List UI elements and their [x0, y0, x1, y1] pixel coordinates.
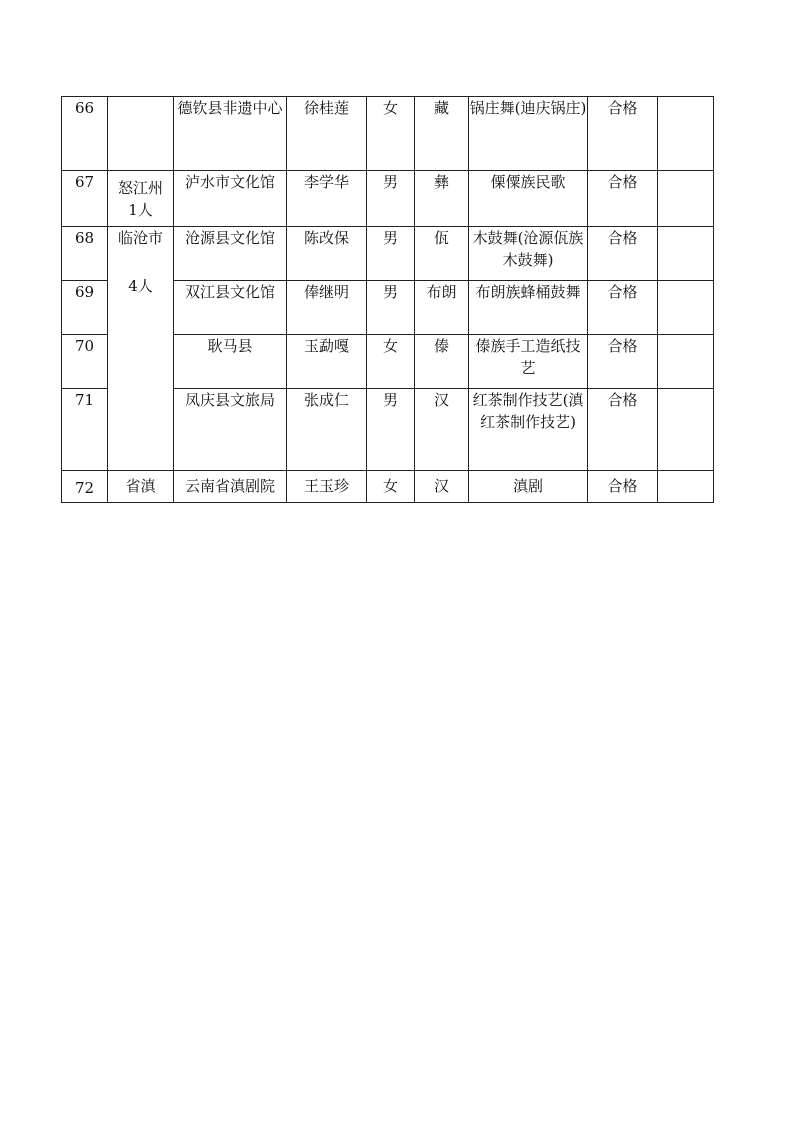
row-number: 66 — [62, 97, 108, 171]
result-cell: 合格 — [588, 471, 658, 503]
name-cell: 玉勐嘎 — [287, 335, 367, 389]
row-number: 68 — [62, 227, 108, 281]
table-row — [62, 97, 714, 171]
result-cell: 合格 — [588, 227, 658, 281]
result-cell: 合格 — [588, 97, 658, 171]
region-count: 4人 — [128, 277, 153, 295]
item-cell: 布朗族蜂桶鼓舞 — [469, 281, 588, 335]
item-cell: 木鼓舞(沧源佤族木鼓舞) — [469, 227, 588, 281]
row-number: 67 — [62, 171, 108, 227]
note-cell — [658, 97, 714, 171]
unit-cell: 凤庆县文旅局 — [174, 389, 287, 471]
row-number: 72 — [62, 471, 108, 503]
sex-cell: 男 — [367, 389, 415, 471]
unit-cell: 耿马县 — [174, 335, 287, 389]
sex-cell: 男 — [367, 171, 415, 227]
ethnicity-cell: 布朗 — [415, 281, 469, 335]
unit-cell: 沧源县文化馆 — [174, 227, 287, 281]
item-cell: 傈僳族民歌 — [469, 171, 588, 227]
result-cell: 合格 — [588, 335, 658, 389]
region-name: 临沧市 — [117, 229, 163, 247]
sex-cell: 男 — [367, 227, 415, 281]
row-number: 69 — [62, 281, 108, 335]
note-cell — [658, 227, 714, 281]
region-cell — [108, 227, 174, 471]
result-cell: 合格 — [588, 171, 658, 227]
ethnicity-cell: 藏 — [415, 97, 469, 171]
name-cell: 徐桂莲 — [287, 97, 367, 171]
name-cell: 陈改保 — [287, 227, 367, 281]
name-cell: 张成仁 — [287, 389, 367, 471]
unit-cell: 双江县文化馆 — [174, 281, 287, 335]
item-cell: 傣族手工造纸技艺 — [469, 335, 588, 389]
name-cell: 王玉珍 — [287, 471, 367, 503]
note-cell — [658, 389, 714, 471]
sex-cell: 女 — [367, 97, 415, 171]
table-row — [62, 227, 714, 281]
sex-cell: 男 — [367, 281, 415, 335]
region-name: 怒江州 — [117, 179, 163, 197]
result-cell: 合格 — [588, 389, 658, 471]
region-cell — [108, 171, 174, 227]
note-cell — [658, 171, 714, 227]
ethnicity-cell: 佤 — [415, 227, 469, 281]
region-cell: 省滇 — [108, 471, 174, 503]
sex-cell: 女 — [367, 335, 415, 389]
unit-cell: 德钦县非遗中心 — [174, 97, 287, 171]
note-cell — [658, 281, 714, 335]
region-count: 1人 — [128, 201, 153, 219]
sex-cell: 女 — [367, 471, 415, 503]
table-row — [62, 471, 714, 503]
row-number: 70 — [62, 335, 108, 389]
unit-cell: 泸水市文化馆 — [174, 171, 287, 227]
heritage-inheritor-table — [61, 96, 714, 503]
table-row — [62, 171, 714, 227]
row-number: 71 — [62, 389, 108, 471]
result-cell: 合格 — [588, 281, 658, 335]
name-cell: 李学华 — [287, 171, 367, 227]
ethnicity-cell: 汉 — [415, 471, 469, 503]
region-cell — [108, 97, 174, 171]
item-cell: 锅庄舞(迪庆锅庄) — [469, 97, 588, 171]
item-cell: 红茶制作技艺(滇红茶制作技艺) — [469, 389, 588, 471]
unit-cell: 云南省滇剧院 — [174, 471, 287, 503]
item-cell: 滇剧 — [469, 471, 588, 503]
note-cell — [658, 471, 714, 503]
name-cell: 俸继明 — [287, 281, 367, 335]
ethnicity-cell: 彝 — [415, 171, 469, 227]
note-cell — [658, 335, 714, 389]
ethnicity-cell: 汉 — [415, 389, 469, 471]
ethnicity-cell: 傣 — [415, 335, 469, 389]
